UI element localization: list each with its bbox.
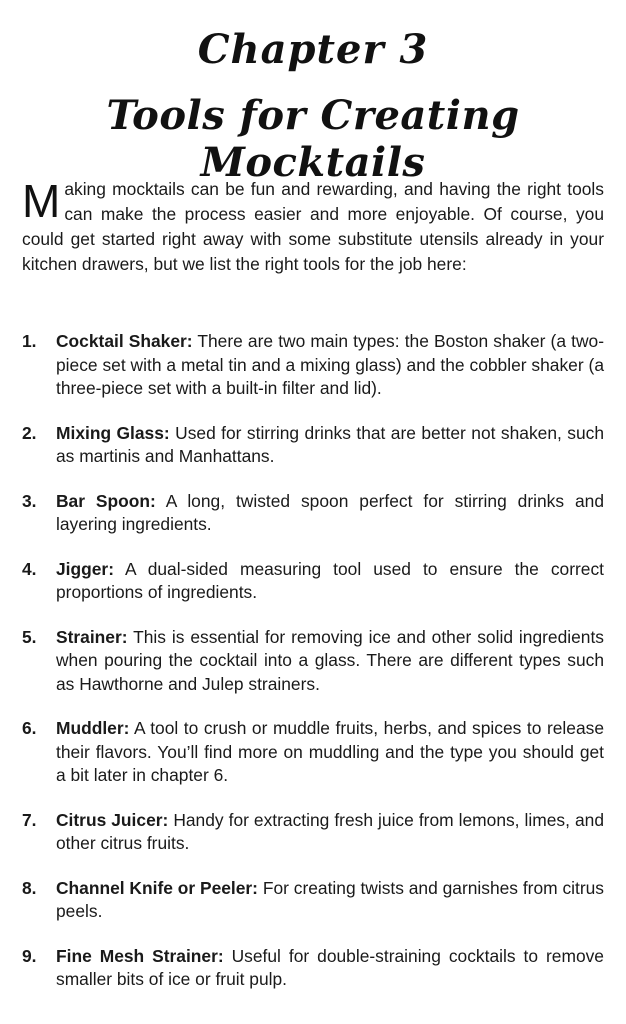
item-term: Channel Knife or Peeler: bbox=[56, 877, 258, 898]
item-term: Mixing Glass: bbox=[56, 422, 170, 443]
list-item bbox=[22, 422, 604, 469]
list-item bbox=[22, 877, 604, 924]
item-number: 6. bbox=[22, 718, 37, 738]
item-description: Handy for extracting fresh juice from lemons, limes, and other citrus fruits. bbox=[56, 809, 604, 853]
chapter-label: Chapter 3 bbox=[197, 26, 429, 73]
item-number: 5. bbox=[22, 626, 37, 647]
list-item bbox=[22, 809, 604, 856]
item-term: Jigger: bbox=[56, 558, 114, 579]
item-term: Fine Mesh Strainer: bbox=[56, 945, 224, 966]
item-number: 4. bbox=[22, 558, 37, 579]
list-item bbox=[22, 945, 604, 992]
item-description: Useful for double-straining cocktails to remove smaller bits of ice or fruit pulp. bbox=[56, 945, 604, 989]
item-description: For creating twists and garnishes from citrus peels. bbox=[56, 877, 605, 921]
item-description: There are two main types: the Boston shaker (a two-piece set with a metal tin and a mixing glass) and the cobbler shaker (a three-piece set with a built-in filter and lid). bbox=[56, 331, 604, 398]
list-item bbox=[22, 490, 604, 537]
item-term: Citrus Juicer: bbox=[56, 809, 169, 830]
intro-paragraph bbox=[22, 177, 604, 277]
list-item bbox=[22, 717, 604, 788]
tools-list bbox=[22, 330, 604, 992]
item-number: 1. bbox=[22, 331, 37, 351]
list-item bbox=[22, 626, 604, 697]
item-description: This is essential for removing ice and other solid ingredients when pouring the cocktail into a glass. There are different types such as Hawthorne and Julep strainers. bbox=[56, 626, 604, 694]
item-number: 7. bbox=[22, 809, 37, 830]
list-item bbox=[22, 330, 604, 401]
intro-text: aking mocktails can be fun and rewarding, and having the right tools can make the process easier and more enjoyable. Of course, you could get started right away with some substitute utensils already in your kitchen drawers, but we list the right tools for the job here: bbox=[22, 179, 604, 274]
item-term: Cocktail Shaker: bbox=[56, 331, 193, 351]
item-description: A dual-sided measuring tool used to ensure the correct proportions of ingredients. bbox=[56, 558, 604, 602]
item-number: 3. bbox=[22, 490, 37, 511]
item-number: 2. bbox=[22, 422, 37, 443]
item-number: 9. bbox=[22, 945, 37, 966]
item-number: 8. bbox=[22, 877, 37, 898]
item-description: A tool to crush or muddle fruits, herbs, and spices to release their flavors. You’ll find more on muddling and the type you should get a bit later in chapter 6. bbox=[56, 718, 604, 785]
item-term: Muddler: bbox=[56, 718, 130, 738]
chapter-title: Tools for Creating Mocktails bbox=[106, 92, 520, 186]
item-term: Strainer: bbox=[56, 626, 128, 647]
drop-cap: M bbox=[22, 175, 61, 227]
item-term: Bar Spoon: bbox=[56, 490, 156, 511]
list-item bbox=[22, 558, 604, 605]
item-description: Used for stirring drinks that are better not shaken, such as martinis and Manhattans. bbox=[56, 422, 604, 466]
item-description: A long, twisted spoon perfect for stirring drinks and layering ingredients. bbox=[56, 490, 604, 534]
